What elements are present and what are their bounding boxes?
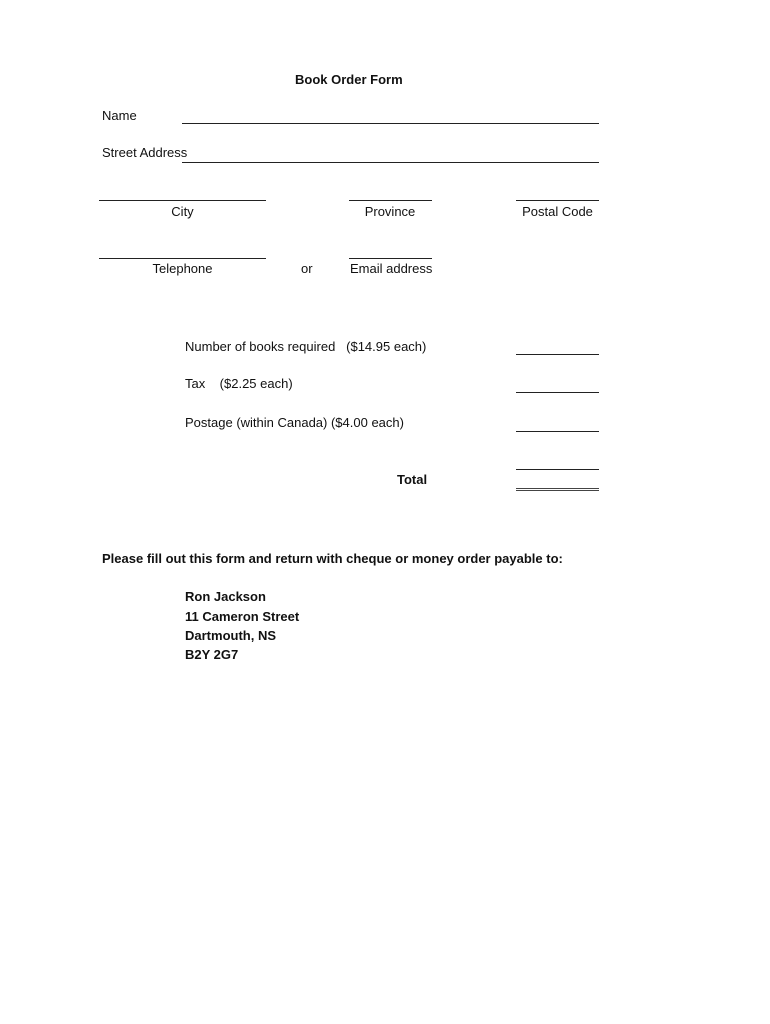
total-double-underline <box>516 488 599 491</box>
name-underline <box>182 123 599 124</box>
street-address-underline <box>182 162 599 163</box>
or-label: or <box>301 261 313 276</box>
books-required-label: Number of books required ($14.95 each) <box>185 339 427 354</box>
form-title: Book Order Form <box>295 72 403 87</box>
books-required-field[interactable] <box>516 335 599 355</box>
total-label: Total <box>397 472 428 487</box>
tax-field[interactable] <box>516 373 599 393</box>
telephone-underline <box>99 258 266 259</box>
total-field[interactable] <box>516 450 599 470</box>
city-underline <box>99 200 266 201</box>
postal-code-underline <box>516 200 599 201</box>
postage-underline <box>516 431 599 432</box>
province-field[interactable] <box>349 181 432 201</box>
payee-city: Dartmouth, NS <box>185 628 276 643</box>
province-underline <box>349 200 432 201</box>
instructions-text: Please fill out this form and return with cheque or money order payable to: <box>102 551 563 566</box>
tax-label: Tax ($2.25 each) <box>185 376 293 391</box>
city-field[interactable] <box>99 181 266 201</box>
total-underline <box>516 469 599 470</box>
name-field[interactable] <box>182 104 599 124</box>
tax-underline <box>516 392 599 393</box>
postal-code-field[interactable] <box>516 181 599 201</box>
name-label: Name <box>102 108 137 123</box>
province-label: Province <box>364 204 416 219</box>
telephone-field[interactable] <box>99 238 266 258</box>
telephone-label: Telephone <box>152 261 213 276</box>
city-label: City <box>171 204 194 219</box>
postage-field[interactable] <box>516 411 599 431</box>
postage-label: Postage (within Canada) ($4.00 each) <box>185 415 404 430</box>
email-field[interactable] <box>349 238 432 258</box>
street-address-field[interactable] <box>182 142 599 162</box>
payee-name: Ron Jackson <box>185 589 266 604</box>
postal-code-label: Postal Code <box>522 204 593 219</box>
books-required-underline <box>516 354 599 355</box>
email-label: Email address <box>350 261 433 276</box>
payee-street: 11 Cameron Street <box>185 609 300 624</box>
email-underline <box>349 258 432 259</box>
payee-postal: B2Y 2G7 <box>185 647 239 662</box>
street-address-label: Street Address <box>102 145 188 160</box>
